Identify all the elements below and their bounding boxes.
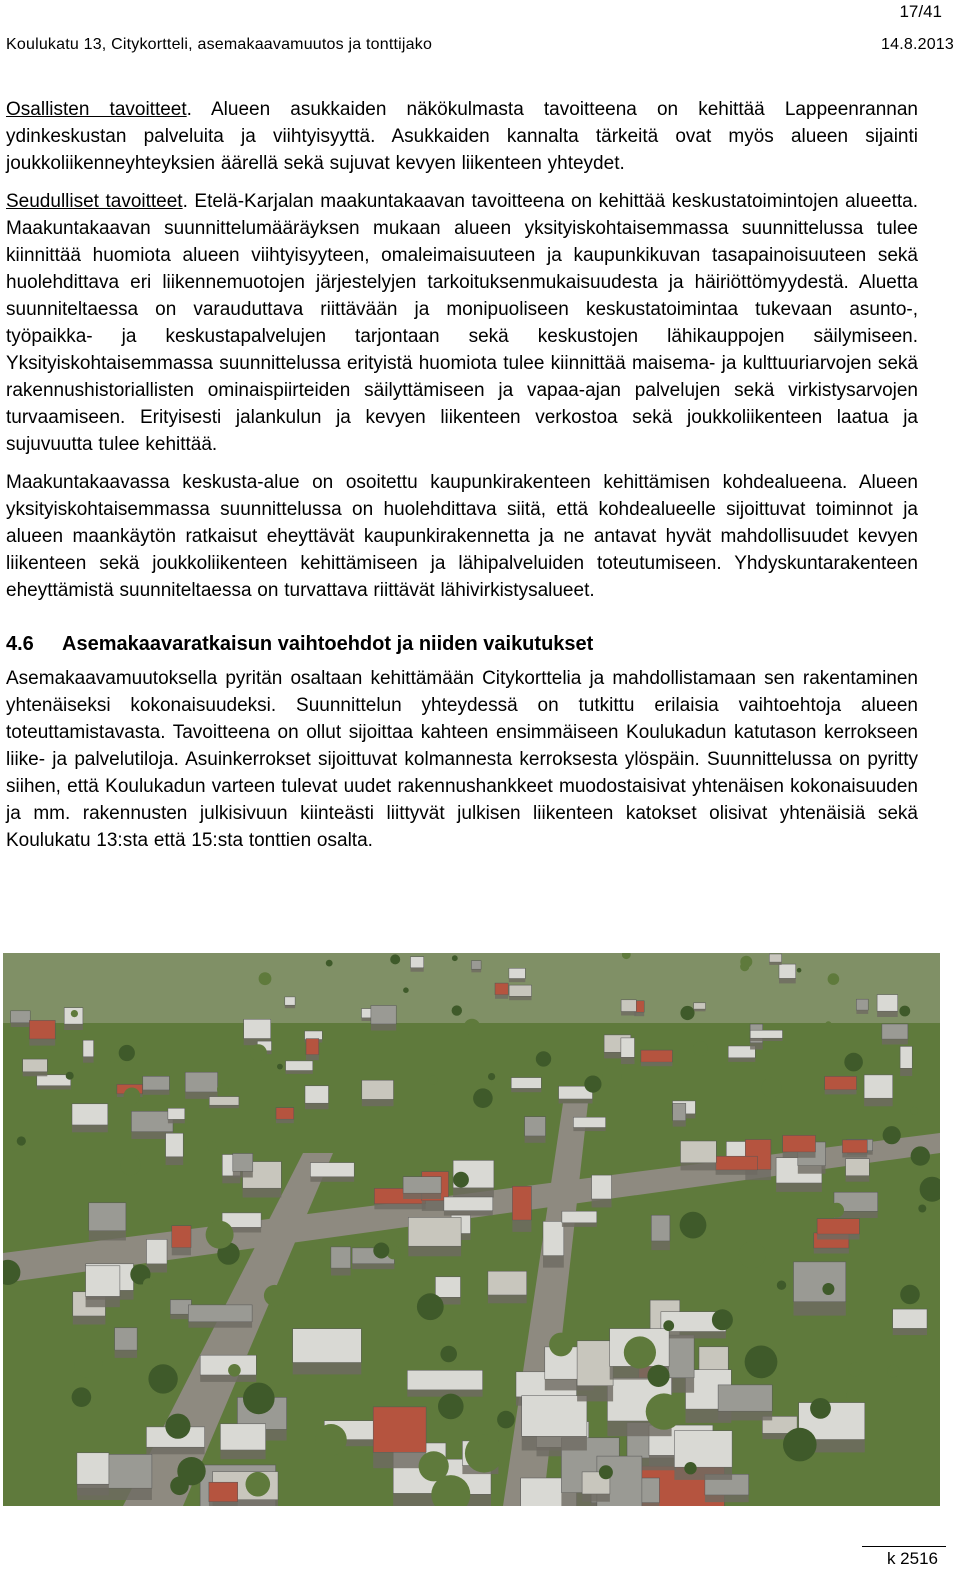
photo-building-wall — [86, 1297, 120, 1308]
photo-building-wall — [525, 1136, 546, 1143]
photo-building-wall — [877, 1011, 898, 1017]
photo-building — [185, 1072, 217, 1092]
photo-building — [293, 1329, 362, 1363]
photo-building-wall — [243, 1188, 282, 1197]
photo-tree — [66, 1072, 74, 1080]
photo-tree — [72, 1387, 92, 1407]
photo-tree — [797, 968, 802, 973]
photo-building — [115, 1328, 138, 1350]
photo-tree — [829, 1203, 844, 1218]
photo-tree — [452, 955, 458, 961]
photo-building-wall — [495, 995, 508, 999]
photo-tree — [143, 1278, 154, 1289]
photo-tree — [783, 1428, 817, 1462]
photo-building — [37, 1075, 71, 1086]
photo-tree — [207, 1142, 217, 1152]
photo-tree — [599, 1465, 613, 1479]
photo-building — [373, 1407, 426, 1452]
photo-building-wall — [562, 1223, 597, 1227]
photo-building — [694, 1003, 706, 1009]
photo-tree — [419, 1451, 449, 1481]
photo-tree — [584, 1076, 601, 1093]
photo-building — [408, 1217, 461, 1246]
photo-tree — [438, 1394, 464, 1420]
photo-building — [209, 1097, 239, 1106]
photo-tree — [887, 1365, 899, 1377]
section-heading — [6, 632, 918, 656]
photo-building-wall — [783, 1152, 816, 1158]
photo-tree — [680, 1212, 707, 1239]
photo-building — [511, 1078, 541, 1089]
photo-building-wall — [77, 1484, 109, 1495]
photo-building — [509, 985, 531, 996]
photo-tree — [693, 1041, 708, 1056]
photo-building — [233, 1154, 253, 1172]
photo-building — [893, 1309, 927, 1328]
photo-building — [200, 1355, 256, 1375]
photo-building — [188, 1305, 252, 1322]
photo-building — [779, 964, 796, 978]
photo-building-wall — [374, 1204, 425, 1209]
photo-building-wall — [814, 1248, 849, 1253]
photo-tree — [647, 1365, 669, 1387]
photo-tree — [825, 1021, 831, 1027]
photo-tree — [264, 1285, 285, 1306]
section-paragraph — [6, 665, 918, 854]
photo-tree — [883, 1126, 901, 1144]
photo-tree — [918, 1205, 926, 1213]
photo-tree — [453, 1172, 469, 1188]
photo-tree — [440, 1346, 457, 1363]
aerial-city-illustration — [3, 953, 940, 1506]
photo-tree — [74, 1350, 102, 1378]
photo-building — [856, 999, 868, 1010]
photo-building-wall — [543, 1256, 564, 1268]
photo-building-wall — [900, 1068, 912, 1076]
photo-building — [842, 1140, 867, 1153]
photo-tree — [663, 1320, 674, 1331]
photo-building — [168, 1108, 185, 1119]
photo-tree — [390, 954, 400, 964]
photo-building-wall — [694, 1009, 706, 1011]
page-number: 17/41 — [899, 2, 942, 21]
document-header — [6, 36, 954, 56]
photo-building-wall — [794, 1302, 846, 1316]
photo-building-wall — [188, 1322, 252, 1328]
photo-tree — [217, 1083, 229, 1095]
photo-tree — [646, 1393, 682, 1429]
photo-tree — [315, 1424, 347, 1456]
photo-building-wall — [718, 1411, 772, 1420]
photo-tree — [124, 1088, 141, 1105]
photo-building-wall — [864, 1098, 893, 1106]
photo-tree — [822, 1283, 834, 1295]
photo-building — [577, 1341, 613, 1386]
photo-tree — [403, 987, 409, 993]
aerial-city-photo — [3, 953, 940, 1506]
paragraph-lead: Seudulliset tavoitteet — [6, 191, 183, 212]
photo-tree — [464, 1019, 480, 1035]
photo-building — [407, 1370, 482, 1390]
photo-building-wall — [72, 1125, 108, 1132]
photo-building — [89, 1203, 126, 1231]
photo-tree — [712, 1309, 733, 1330]
photo-building — [77, 1453, 109, 1484]
photo-tree — [148, 1364, 177, 1393]
photo-building-wall — [220, 1450, 265, 1459]
photo-building-wall — [200, 1375, 256, 1382]
photo-building-wall — [331, 1268, 351, 1275]
photo-building-wall — [310, 1177, 354, 1182]
photo-tree — [740, 956, 752, 968]
photo-building — [621, 1038, 635, 1057]
photo-building — [681, 1141, 717, 1163]
photo-building — [244, 1019, 271, 1038]
photo-tree — [473, 1088, 493, 1108]
photo-building-wall — [750, 1043, 763, 1050]
photo-building-wall — [621, 1011, 636, 1015]
photo-building — [825, 1076, 857, 1089]
photo-tree — [373, 1243, 389, 1259]
photo-building-wall — [509, 996, 531, 1000]
photo-tree — [739, 1241, 766, 1268]
photo-building-wall — [453, 1188, 494, 1198]
photo-tree — [228, 1364, 241, 1377]
photo-building-wall — [798, 1166, 826, 1174]
photo-building — [641, 1050, 673, 1062]
photo-building — [72, 1104, 108, 1125]
paragraph-text: Asemakaavamuutoksella pyritän osaltaan kehittämään Citykorttelia ja mahdollistamaan sen rakentaminen yhtenäiseksi kokonaisuudeksi. Suunnittelun yhteydessä on tutkittu erilaisia vaihtoehtoja alueen toteuttamistavasta. Tavoitteena on ollut sijoittaa kahteen ensimmäiseen Koulukadun katutason kerrokseen liike- ja palvelutiloja. Asuinkerrokset sijoittuvat kolmannesta kerroksesta ylöspäin. Suunnittelussa on pyritty siihen, että Koulukadun varteen tulevat uudet rakennushankkeet muodostaisivat yhtenäisen kokonaisuuden ja mm. rakennusten julkisivuun kiinteästi liittyvät julkisen liikenteen katokset olisivat yhtenäisiä sekä Koulukatu 13:sta että 15:sta tonttien osalta. — [6, 668, 918, 851]
photo-building-wall — [306, 1055, 319, 1061]
photo-tree — [243, 1383, 275, 1415]
photo-building-wall — [371, 1024, 396, 1031]
photo-tree — [452, 1005, 462, 1015]
footer-rule — [862, 1546, 946, 1547]
photo-building-wall — [168, 1119, 185, 1123]
photo-building-wall — [512, 1220, 531, 1232]
photo-building-wall — [573, 1128, 605, 1132]
photo-building — [362, 1080, 394, 1099]
photo-tree — [777, 1281, 786, 1290]
document-body — [6, 96, 918, 854]
photo-building — [750, 1030, 782, 1038]
photo-building-wall — [641, 1062, 673, 1066]
photo-tree — [429, 1076, 438, 1085]
photo-building — [29, 1020, 55, 1039]
photo-tree — [911, 1146, 930, 1165]
photo-building-wall — [893, 1328, 927, 1335]
photo-building — [495, 983, 508, 995]
photo-tree — [246, 1472, 271, 1497]
photo-tree — [900, 1285, 920, 1305]
photo-building-wall — [471, 969, 481, 972]
photo-tree — [250, 1044, 267, 1061]
photo-tree — [71, 1010, 78, 1017]
photo-tree — [497, 1411, 515, 1429]
photo-tree — [624, 1336, 656, 1368]
photo-tree — [762, 1078, 782, 1098]
photo-tree — [549, 1333, 573, 1357]
photo-building-wall — [769, 962, 781, 965]
photo-building — [23, 1059, 48, 1072]
photo-building — [573, 1117, 605, 1127]
photo-building — [166, 1133, 184, 1157]
photo-building-wall — [29, 1039, 55, 1046]
photo-building-wall — [146, 1447, 204, 1454]
photo-building-wall — [509, 979, 525, 983]
photo-building — [562, 1211, 597, 1223]
photo-building — [699, 1347, 728, 1371]
photo-building — [276, 1108, 294, 1120]
photo-building-wall — [209, 1502, 238, 1506]
photo-tree — [326, 960, 333, 967]
photo-building — [444, 1197, 493, 1211]
photo-tree — [206, 1221, 234, 1249]
photo-building — [522, 1396, 587, 1437]
photo-building — [331, 1247, 351, 1268]
photo-building — [769, 954, 781, 962]
paragraph-text: . Alueen asukkaiden näkökulmasta tavoitteena on kehittää Lappeenrannan ydinkeskustan palveluita ja viihtyisyyttä. Asukkaiden kannalta tärkeitä ovat myös alueen sijainti joukkoliikenneyhteyksien äärellä sekä sujuvat kevyen liikenteen yhteydet. — [6, 99, 918, 174]
paragraph-maakuntakaava — [6, 469, 918, 604]
photo-building-wall — [488, 1295, 527, 1303]
photo-tree — [602, 1067, 622, 1087]
photo-building-wall — [750, 1038, 782, 1041]
photo-building-wall — [842, 1153, 867, 1158]
photo-tree — [536, 1051, 551, 1066]
photo-building — [877, 995, 898, 1012]
photo-tree — [488, 1073, 495, 1080]
photo-building-wall — [166, 1157, 184, 1165]
footer-code: k 2516 — [886, 1549, 938, 1568]
paragraph-osallisten-tavoitteet — [6, 96, 918, 177]
photo-tree — [17, 1136, 26, 1145]
photo-building — [471, 961, 481, 970]
photo-tree — [745, 1346, 778, 1379]
photo-building-wall — [582, 1494, 610, 1502]
photo-tree — [277, 1064, 283, 1070]
photo-building-wall — [825, 1090, 857, 1095]
photo-building — [435, 1277, 460, 1298]
photo-building-wall — [403, 1193, 441, 1199]
photo-building-wall — [73, 1316, 106, 1325]
photo-building-wall — [621, 1057, 635, 1064]
photo-building-wall — [779, 978, 796, 983]
paragraph-text: . Etelä-Karjalan maakuntakaavan tavoitteena on kehittää keskustatoimintojen alueetta. Maakuntakaavan suunnittelumääräyksen mukaan alueen yksityiskohtaisemmassa suunnittelussa tulee kiinnittää huomiota alueen viihtyisyyteen, omaleimaisuuteen ja kaupunkikuvan tasapainoisuuteen sekä huolehdittava eri liikennemuotojen järjestelyjen tarkoituksenmukaisuudesta ja häiriöttömyydestä. Aluetta suunniteltaessa on varauduttava riittävään ja monipuoliseen keskustatoimintaa tukevaan asunto-, työpaikka- ja keskustapalvelujen tarjontaan sekä keskustojen lähikauppojen säilymiseen. Yksityiskohtaisemmassa suunnittelussa erityistä huomiota tulee kiinnittää maisema- ja kulttuuriarvojen sekä rakennushistoriallisten ominaispiirteiden säilyttämiseen ja vapaa-ajan palvelujen sekä virkistysarvojen turvaamiseen. Erityisesti jalankulun ja kevyen liikenteen verkostoa sekä joukkoliikenteen laatua ja sujuvuutta tulee kehittää. — [6, 191, 918, 455]
photo-tree — [259, 972, 272, 985]
photo-building — [131, 1111, 173, 1131]
photo-tree — [417, 1293, 444, 1320]
photo-building-wall — [285, 1005, 295, 1008]
header-date: 14.8.2013 — [881, 36, 954, 53]
photo-building-wall — [293, 1363, 362, 1375]
photo-building-wall — [352, 1264, 394, 1270]
photo-building-wall — [522, 1436, 587, 1450]
photo-building — [512, 1186, 531, 1220]
photo-building — [673, 1103, 686, 1120]
photo-building-wall — [577, 1386, 613, 1402]
photo-building — [525, 1117, 546, 1136]
photo-building — [371, 1006, 396, 1025]
photo-building — [285, 997, 295, 1005]
paragraph-seudulliset-tavoitteet — [6, 188, 918, 458]
paragraph-lead: Osallisten tavoitteet — [6, 99, 187, 120]
photo-tree — [684, 1462, 696, 1474]
photo-building-wall — [674, 1467, 732, 1480]
photo-building-wall — [83, 1057, 94, 1063]
photo-tree — [848, 1363, 862, 1377]
photo-building-wall — [233, 1171, 253, 1177]
photo-building — [783, 1135, 816, 1152]
photo-building-wall — [856, 1010, 868, 1014]
photo-building — [403, 1177, 441, 1194]
header-title: Koulukatu 13, Citykortteli, asemakaavamuutos ja tonttijako — [6, 36, 433, 53]
photo-building — [621, 1000, 636, 1012]
photo-building-wall — [115, 1350, 138, 1358]
photo-tree — [913, 1048, 920, 1055]
photo-tree — [910, 1107, 918, 1115]
photo-building-wall — [362, 1100, 394, 1107]
photo-building-wall — [89, 1231, 126, 1241]
section-title: Asemakaavaratkaisun vaihtoehdot ja niiden vaikutukset — [62, 633, 594, 655]
photo-building — [305, 1031, 323, 1040]
photo-building-wall — [37, 1086, 71, 1090]
photo-building-wall — [143, 1090, 170, 1095]
photo-building-wall — [882, 1039, 908, 1044]
photo-building-wall — [661, 1332, 726, 1339]
photo-building-wall — [559, 1099, 593, 1104]
photo-building-wall — [276, 1119, 294, 1123]
photo-building — [716, 1156, 758, 1170]
section-number: 4.6 — [6, 633, 34, 655]
photo-building-wall — [776, 1183, 822, 1192]
photo-building — [488, 1271, 527, 1295]
photo-building — [900, 1046, 912, 1068]
photo-tree — [119, 1045, 135, 1061]
photo-building-wall — [592, 1199, 612, 1207]
photo-building — [817, 1219, 859, 1234]
photo-building-wall — [411, 968, 424, 972]
photo-building — [846, 1159, 870, 1176]
photo-building-wall — [23, 1072, 48, 1077]
photo-building — [864, 1075, 893, 1098]
photo-building — [543, 1221, 564, 1255]
photo-building — [11, 1011, 31, 1023]
photo-tree — [680, 1006, 694, 1020]
photo-building — [305, 1086, 329, 1103]
photo-building-wall — [681, 1163, 717, 1171]
photo-building — [592, 1175, 612, 1199]
photo-tree — [465, 1434, 503, 1472]
photo-tree — [165, 1414, 190, 1439]
photo-building-wall — [408, 1246, 461, 1256]
photo-building — [172, 1226, 191, 1248]
photo-building-wall — [651, 1241, 670, 1250]
photo-building-wall — [444, 1211, 493, 1216]
photo-building — [651, 1215, 670, 1241]
photo-building — [509, 968, 525, 978]
photo-building — [726, 1142, 748, 1158]
photo-building-wall — [817, 1234, 859, 1239]
photo-building-wall — [373, 1452, 426, 1468]
photo-building — [306, 1039, 319, 1055]
photo-tree — [810, 1398, 831, 1419]
photo-building — [411, 957, 424, 968]
photo-building — [83, 1040, 94, 1057]
photo-building — [220, 1424, 265, 1450]
photo-building-wall — [172, 1248, 191, 1256]
photo-building — [209, 1482, 238, 1502]
photo-building-wall — [511, 1088, 541, 1092]
photo-building-wall — [716, 1170, 758, 1175]
photo-building — [882, 1024, 908, 1039]
photo-building-wall — [673, 1121, 686, 1127]
photo-building — [794, 1262, 846, 1302]
photo-tree — [109, 1053, 119, 1063]
photo-building-wall — [286, 1071, 313, 1074]
photo-building-wall — [846, 1176, 870, 1182]
photo-building — [286, 1061, 313, 1071]
photo-tree — [844, 1053, 863, 1072]
photo-tree — [828, 973, 840, 985]
photo-building-wall — [11, 1023, 31, 1027]
photo-building — [674, 1431, 732, 1468]
photo-building-wall — [705, 1495, 749, 1502]
photo-building — [86, 1266, 120, 1297]
photo-building-wall — [64, 1024, 83, 1030]
photo-building — [718, 1385, 772, 1411]
photo-building — [147, 1239, 168, 1264]
photo-tree — [899, 1006, 910, 1017]
photo-tree — [581, 1029, 586, 1034]
photo-building-wall — [305, 1103, 329, 1109]
photo-tree — [846, 1390, 858, 1402]
photo-building-wall — [209, 1105, 239, 1108]
photo-building-wall — [728, 1058, 755, 1062]
paragraph-text: Maakuntakaavassa keskusta-alue on osoitettu kaupunkirakenteen kehittämisen kohdealueena. Alueen yksityiskohtaisemmassa suunnittelussa on huolehdittava siitä, että kohdealueelle sijoittuvat toiminnot ja alueen maankäytön ratkaisut eheyttävät kaupunkirakennetta ja ne antavat hyvät mahdollisuudet kevyen liikenteen sekä joukkoliikenteen kehittämiseen ja lähipalveluiden toteutumiseen. Yhdyskuntarakenteen eheyttämistä suunniteltaessa on turvattava riittävät lähivirkistysalueet. — [6, 472, 918, 601]
photo-tree — [177, 1457, 205, 1485]
photo-tree — [120, 1155, 141, 1176]
photo-building — [310, 1163, 354, 1177]
photo-building — [143, 1076, 170, 1090]
